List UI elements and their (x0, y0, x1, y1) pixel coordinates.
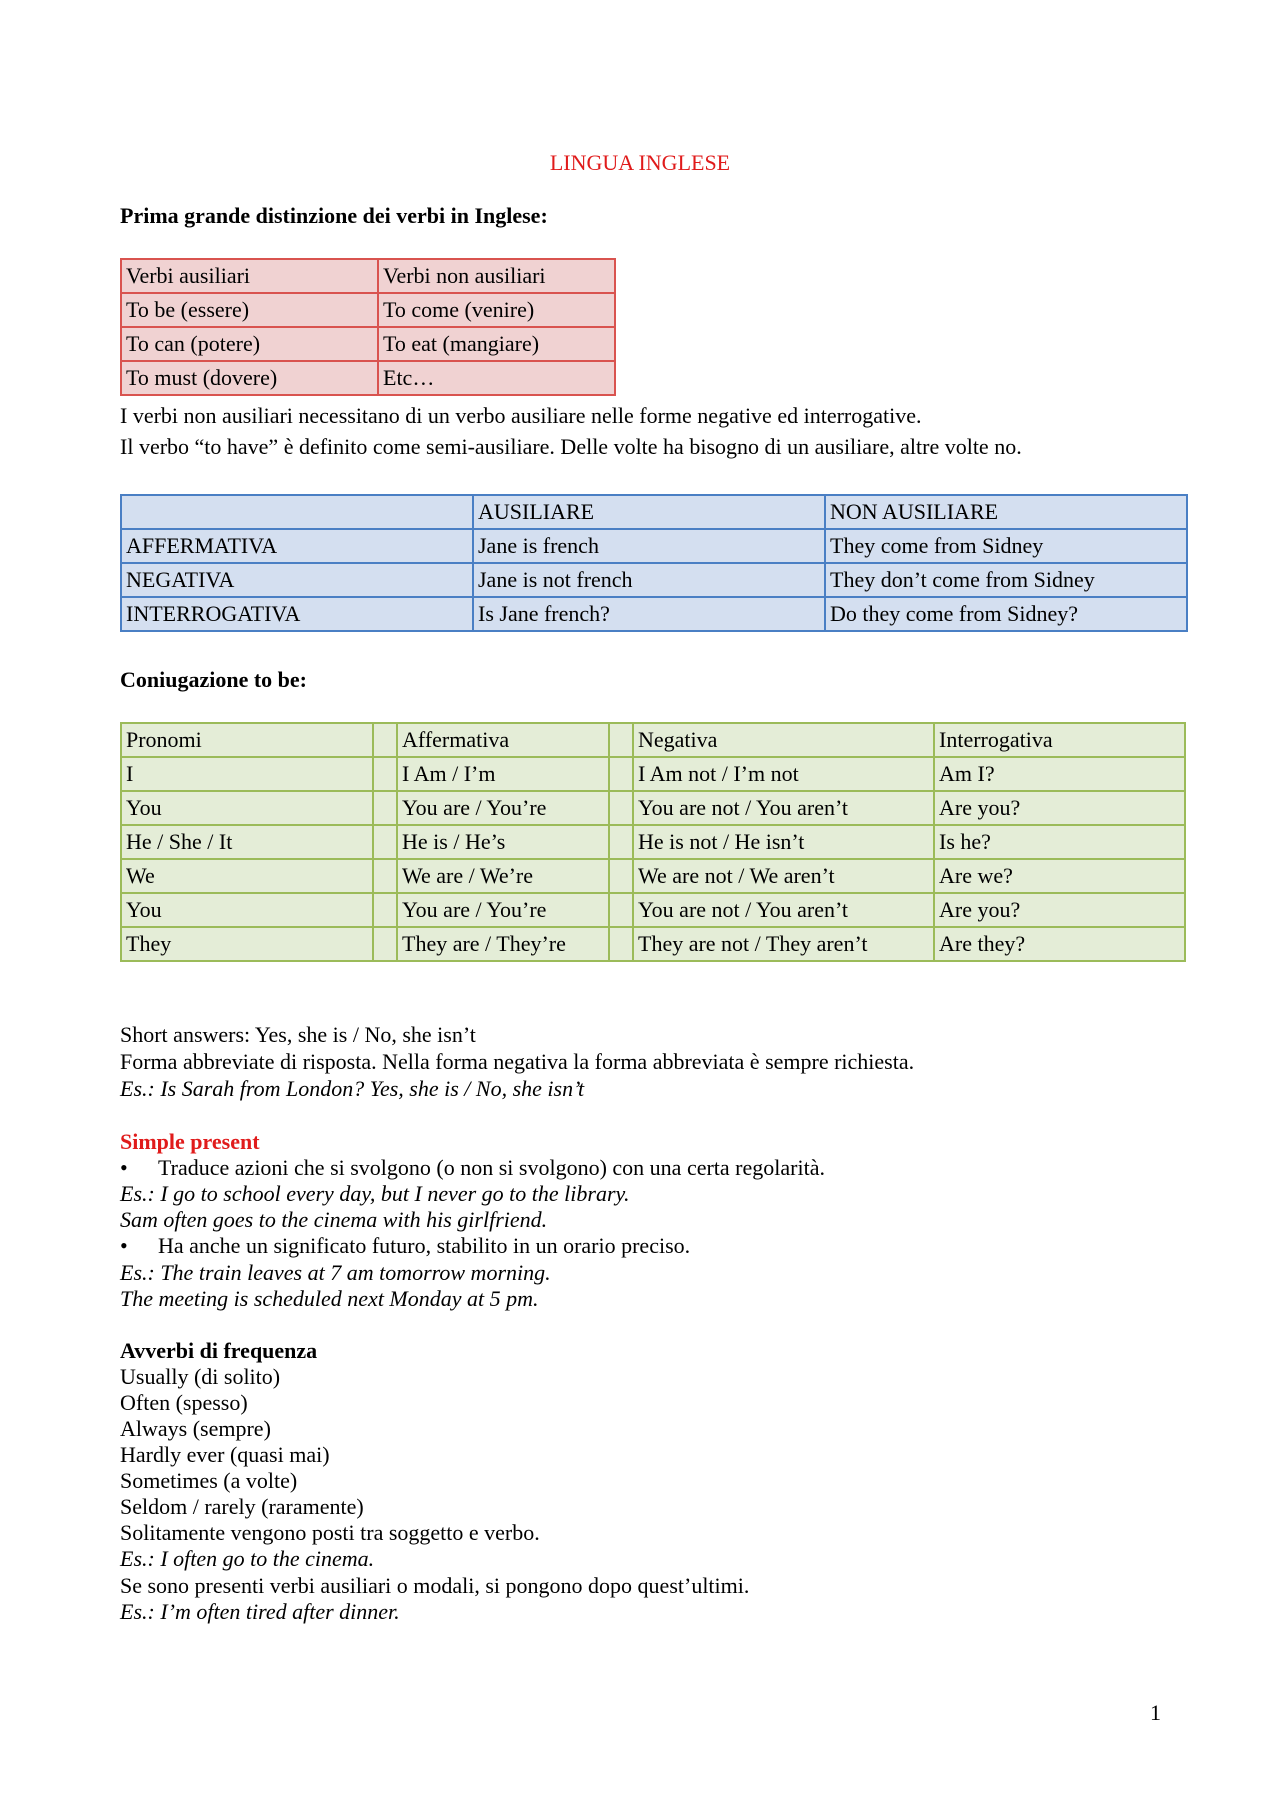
table-cell (121, 495, 473, 529)
list-item: Often (spesso) (120, 1390, 248, 1415)
table-cell (373, 791, 397, 825)
table-cell: Is he? (934, 825, 1185, 859)
table-cell: AUSILIARE (473, 495, 825, 529)
table-cell: Are we? (934, 859, 1185, 893)
table-cell (373, 893, 397, 927)
heading-to-be-conjugation: Coniugazione to be: (120, 667, 307, 692)
table-cell: He is not / He isn’t (633, 825, 934, 859)
bullet-item (120, 1155, 825, 1181)
table-cell: He / She / It (121, 825, 373, 859)
table-cell (373, 859, 397, 893)
table-cell: You are / You’re (397, 893, 609, 927)
example-line: Es.: I’m often tired after dinner. (120, 1599, 400, 1624)
table-cell: They don’t come from Sidney (825, 563, 1187, 597)
table-cell: I Am not / I’m not (633, 757, 934, 791)
table-cell (373, 757, 397, 791)
table-cell: NON AUSILIARE (825, 495, 1187, 529)
table-cell: Affermativa (397, 723, 609, 757)
table-row (121, 529, 1187, 563)
table-cell: They are not / They aren’t (633, 927, 934, 961)
table-row (121, 495, 1187, 529)
paragraph: Se sono presenti verbi ausiliari o modali, si pongono dopo quest’ultimi. (120, 1573, 750, 1598)
table-cell: We are / We’re (397, 859, 609, 893)
table-row (121, 825, 1185, 859)
table-cell: Interrogativa (934, 723, 1185, 757)
table-row (121, 893, 1185, 927)
list-item: Hardly ever (quasi mai) (120, 1442, 330, 1467)
example-line: The meeting is scheduled next Monday at 5 pm. (120, 1286, 539, 1311)
table-row (121, 723, 1185, 757)
table-cell: You are not / You aren’t (633, 791, 934, 825)
table-row (121, 563, 1187, 597)
table-cell: AFFERMATIVA (121, 529, 473, 563)
table-cell: You (121, 791, 373, 825)
table-row (121, 361, 615, 395)
table-cell: I (121, 757, 373, 791)
table-cell: Jane is not french (473, 563, 825, 597)
example-line: Es.: I go to school every day, but I never go to the library. (120, 1181, 630, 1206)
table-cell (609, 927, 633, 961)
table-cell: Are they? (934, 927, 1185, 961)
table-row (121, 293, 615, 327)
table-cell (373, 723, 397, 757)
verbs-table (120, 258, 616, 396)
table-row (121, 259, 615, 293)
table-cell: They come from Sidney (825, 529, 1187, 563)
bullet-text: Ha anche un significato futuro, stabilito in un orario preciso. (158, 1233, 691, 1258)
page-number: 1 (1150, 1700, 1161, 1725)
example-line: Sam often goes to the cinema with his girlfriend. (120, 1207, 548, 1232)
table-row (121, 597, 1187, 631)
table-cell: INTERROGATIVA (121, 597, 473, 631)
bullet-icon: • (120, 1155, 128, 1180)
example-line: Es.: The train leaves at 7 am tomorrow morning. (120, 1260, 551, 1285)
table-cell: Are you? (934, 791, 1185, 825)
table-cell (609, 791, 633, 825)
table-cell: Verbi non ausiliari (378, 259, 615, 293)
auxiliary-forms-table (120, 494, 1188, 632)
table-cell: Negativa (633, 723, 934, 757)
page-title: LINGUA INGLESE (549, 150, 731, 175)
heading-frequency-adverbs: Avverbi di frequenza (120, 1338, 318, 1363)
table-cell (373, 825, 397, 859)
table-cell: Pronomi (121, 723, 373, 757)
short-answers-line: Short answers: Yes, she is / No, she isn’t (120, 1022, 476, 1047)
table-cell: Are you? (934, 893, 1185, 927)
table-cell: To come (venire) (378, 293, 615, 327)
table-cell: We are not / We aren’t (633, 859, 934, 893)
table-row (121, 791, 1185, 825)
paragraph: Solitamente vengono posti tra soggetto e verbo. (120, 1520, 540, 1545)
table-cell: Etc… (378, 361, 615, 395)
list-item: Usually (di solito) (120, 1364, 281, 1389)
table-cell: Am I? (934, 757, 1185, 791)
table-cell: Do they come from Sidney? (825, 597, 1187, 631)
table-row (121, 859, 1185, 893)
table-cell: We (121, 859, 373, 893)
table-cell: I Am / I’m (397, 757, 609, 791)
heading-verb-distinction: Prima grande distinzione dei verbi in Inglese: (120, 203, 548, 228)
table-cell: He is / He’s (397, 825, 609, 859)
list-item: Sometimes (a volte) (120, 1468, 298, 1493)
table-cell: You (121, 893, 373, 927)
list-item: Always (sempre) (120, 1416, 271, 1441)
example-line: Es.: Is Sarah from London? Yes, she is / No, she isn’t (120, 1076, 585, 1101)
table-row (121, 757, 1185, 791)
table-cell: Jane is french (473, 529, 825, 563)
table-cell (609, 859, 633, 893)
paragraph: Il verbo “to have” è definito come semi-ausiliare. Delle volte ha bisogno di un ausiliare, altre volte no. (120, 434, 1022, 459)
paragraph: Forma abbreviate di risposta. Nella forma negativa la forma abbreviata è sempre richiesta. (120, 1049, 915, 1074)
table-cell: To eat (mangiare) (378, 327, 615, 361)
table-cell: They (121, 927, 373, 961)
paragraph: I verbi non ausiliari necessitano di un verbo ausiliare nelle forme negative ed interrogative. (120, 403, 922, 428)
example-line: Es.: I often go to the cinema. (120, 1546, 375, 1571)
table-cell (609, 825, 633, 859)
table-row (121, 327, 615, 361)
table-cell (373, 927, 397, 961)
table-cell: You are not / You aren’t (633, 893, 934, 927)
table-cell (609, 723, 633, 757)
bullet-item (120, 1233, 690, 1259)
table-row (121, 927, 1185, 961)
table-cell: NEGATIVA (121, 563, 473, 597)
table-cell: To be (essere) (121, 293, 378, 327)
list-item: Seldom / rarely (raramente) (120, 1494, 364, 1519)
table-cell: Is Jane french? (473, 597, 825, 631)
table-cell: Verbi ausiliari (121, 259, 378, 293)
table-cell (609, 757, 633, 791)
table-cell: To can (potere) (121, 327, 378, 361)
table-cell: You are / You’re (397, 791, 609, 825)
heading-simple-present: Simple present (120, 1129, 260, 1154)
table-cell (609, 893, 633, 927)
bullet-text: Traduce azioni che si svolgono (o non si svolgono) con una certa regolarità. (158, 1155, 825, 1180)
table-cell: To must (dovere) (121, 361, 378, 395)
to-be-conjugation-table (120, 722, 1186, 962)
bullet-icon: • (120, 1233, 128, 1258)
table-cell: They are / They’re (397, 927, 609, 961)
